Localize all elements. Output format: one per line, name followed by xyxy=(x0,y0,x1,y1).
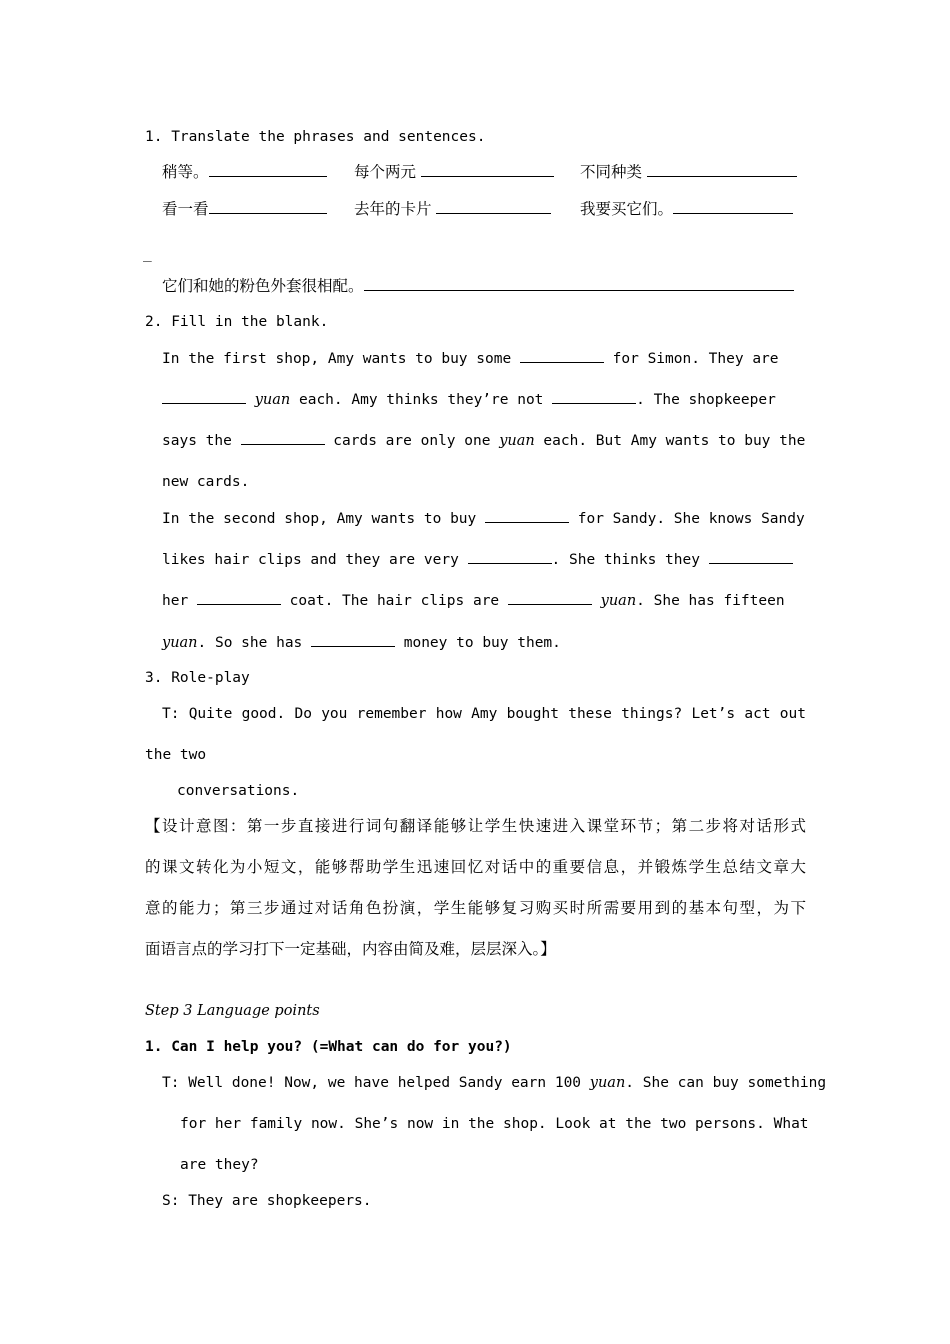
fill-blank xyxy=(485,508,569,523)
translate-sentence: 它们和她的粉色外套很相配。 xyxy=(162,276,794,296)
fill-line: says the cards are only one yuan each. But Amy wants to buy the xyxy=(162,430,805,451)
translate-item-5: 去年的卡片 xyxy=(354,199,551,219)
roleplay-line: the two xyxy=(145,747,207,763)
dialogue-line: are they? xyxy=(180,1157,259,1173)
roleplay-line: T: Quite good. Do you remember how Amy bought these things? Let’s act out xyxy=(162,706,806,722)
answer-blank xyxy=(647,162,797,177)
translate-item-4: 看一看 xyxy=(162,199,327,219)
fill-line: yuan. So she has money to buy them. xyxy=(162,632,561,653)
translate-item-6: 我要买它们。 xyxy=(580,199,793,219)
answer-blank xyxy=(673,199,793,214)
fill-line: likes hair clips and they are very . She thinks they xyxy=(162,549,793,570)
dialogue-line: for her family now. She’s now in the shop. Look at the two persons. What xyxy=(180,1116,809,1132)
translate-item-2: 每个两元 xyxy=(354,162,554,182)
section3-heading: 3. Role-play xyxy=(145,670,250,686)
answer-blank xyxy=(364,276,794,291)
fill-blank xyxy=(468,549,552,564)
section1-heading: 1. Translate the phrases and sentences. xyxy=(145,129,486,145)
fill-line: In the second shop, Amy wants to buy for Sandy. She knows Sandy xyxy=(162,508,805,529)
language-point-1: 1. Can I help you? (=What can do for you?) xyxy=(145,1039,512,1055)
fill-blank xyxy=(162,389,246,404)
translate-item-1: 稍等。 xyxy=(162,162,327,182)
fill-blank xyxy=(241,430,325,445)
answer-blank xyxy=(209,162,327,177)
fill-line: In the first shop, Amy wants to buy some for Simon. They are xyxy=(162,348,779,369)
fill-line: her coat. The hair clips are yuan. She has fifteen xyxy=(162,590,785,611)
fill-line: yuan each. Amy thinks they’re not . The shopkeeper xyxy=(162,389,776,410)
answer-blank xyxy=(436,199,551,214)
dialogue-line: S: They are shopkeepers. xyxy=(162,1193,372,1209)
design-note-line: 面语言点的学习打下一定基础，内容由简及难，层层深入。】 xyxy=(145,940,556,958)
answer-blank xyxy=(209,199,327,214)
roleplay-line: conversations. xyxy=(177,783,300,799)
dialogue-line: T: Well done! Now, we have helped Sandy earn 100 yuan. She can buy something xyxy=(162,1075,827,1091)
fill-blank xyxy=(311,632,395,647)
section2-heading: 2. Fill in the blank. xyxy=(145,314,329,330)
fill-line: new cards. xyxy=(162,474,250,490)
stray-underscore: _ xyxy=(143,246,152,262)
fill-blank xyxy=(508,590,592,605)
answer-blank xyxy=(421,162,554,177)
fill-blank xyxy=(520,348,604,363)
design-note-line: 的课文转化为小短文，能够帮助学生迅速回忆对话中的重要信息，并锻炼学生总结文章大 xyxy=(145,858,806,876)
fill-blank xyxy=(709,549,793,564)
step3-title: Step 3 Language points xyxy=(145,1003,320,1019)
translate-item-3: 不同种类 xyxy=(580,162,797,182)
design-note-line: 意的能力；第三步通过对话角色扮演，学生能够复习购买时所需要用到的基本句型，为下 xyxy=(145,899,806,917)
fill-blank xyxy=(552,389,636,404)
fill-blank xyxy=(197,590,281,605)
design-note-line: 【设计意图：第一步直接进行词句翻译能够让学生快速进入课堂环节；第二步将对话形式 xyxy=(145,817,806,835)
